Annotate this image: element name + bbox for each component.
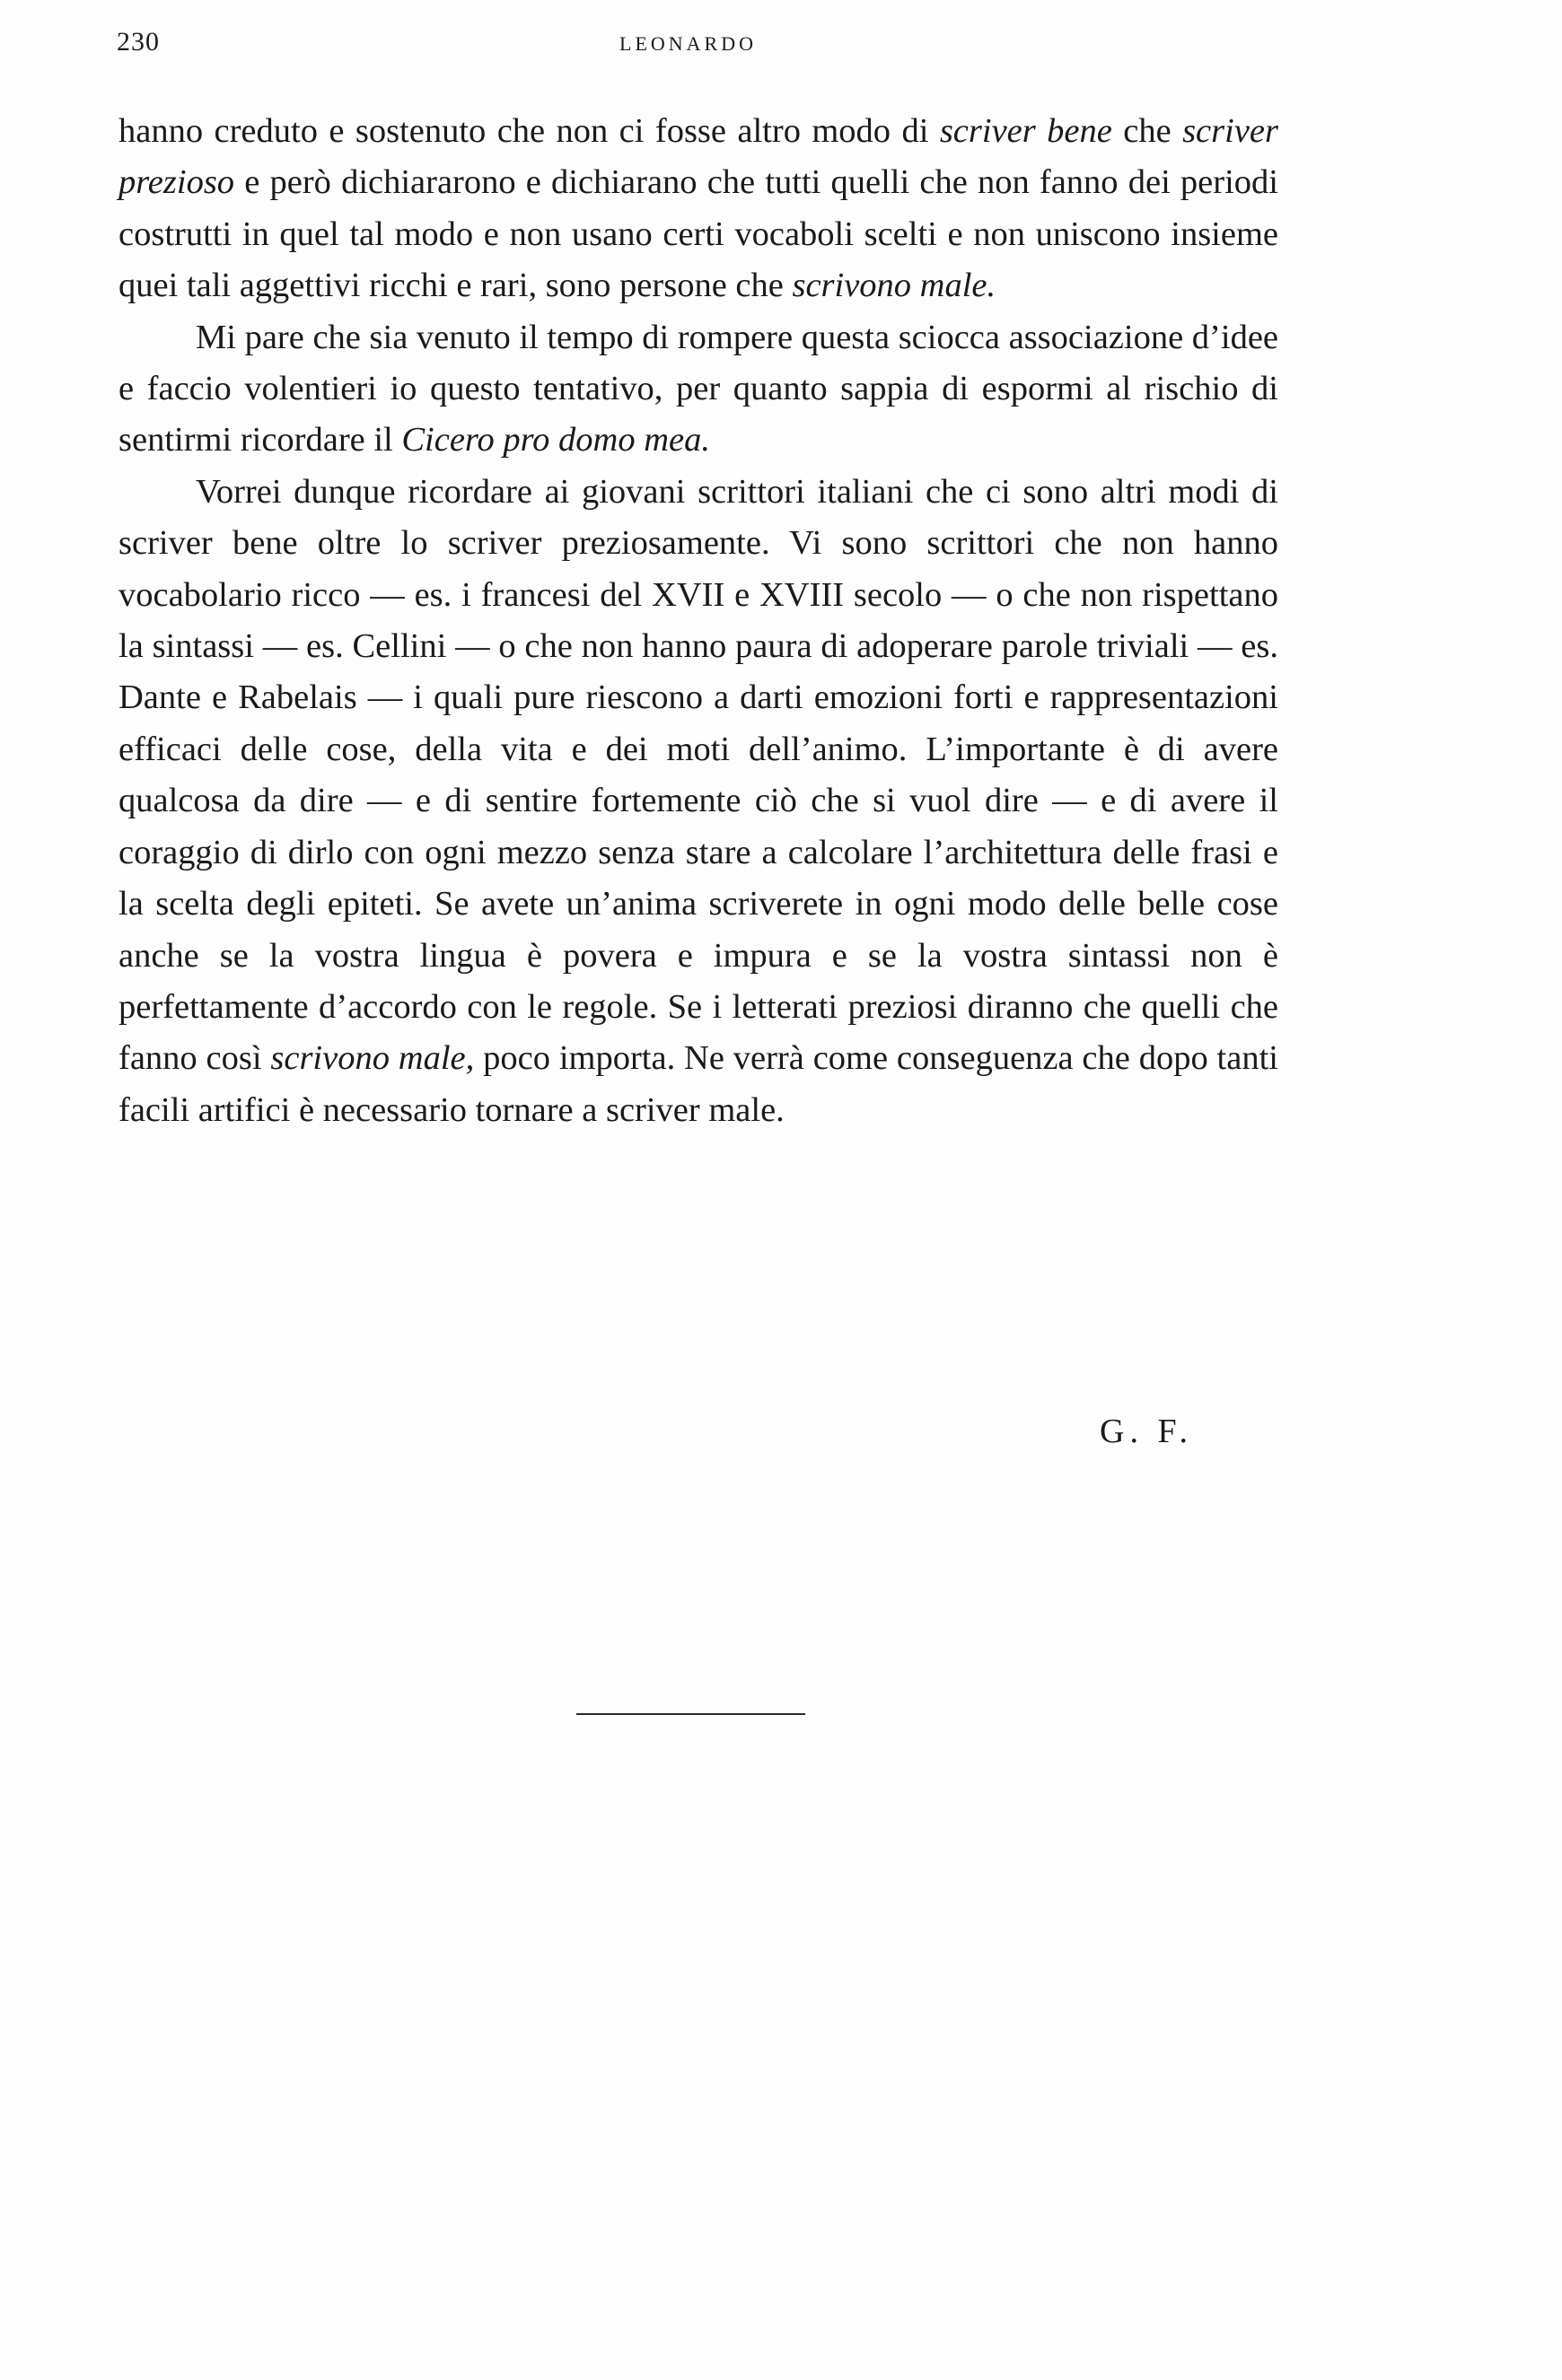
author-signature: G. F. <box>1100 1413 1194 1450</box>
text-run: hanno creduto e sostenuto che non ci fosse altro modo di <box>118 112 940 150</box>
text-run: Vorrei dunque ricordare ai giovani scrittori italiani che ci sono altri modi di scriver bene oltre lo scriver preziosamente. Vi sono scrittori che non hanno vocabolario ricco — es. i francesi del XVII e XVIII secolo — o che non rispettano la sintassi — es. Cellini — o che non hanno paura di adoperare parole triviali — es. Dante e Rabelais — i quali pure riescono a darti emozioni forti e rappresentazioni efficaci delle cose, della vita e dei moti dell’animo. L’importante è di avere qualcosa da dire — e di sentire fortemente ciò che si vuol dire — e di avere il coraggio di dirlo con ogni mezzo senza stare a calcolare l’architettura delle frasi e la scelta degli epiteti. Se avete un’anima scriverete in ogni modo delle belle cose anche se la vostra lingua è povera e impura e se la vostra sintassi non è perfettamente d’accordo con le regole. Se i letterati preziosi diranno che quelli che fanno così <box>118 472 1278 1078</box>
text-run: poco importa. Ne verrà come conseguenza che dopo tanti facili artifici è necessario tornare a scriver male. <box>118 1039 1278 1129</box>
italic-run: scrivono male, <box>270 1039 475 1078</box>
text-run: e però dichiararono e dichiarano che tutti quelli che non fanno dei periodi costrutti in quel tal modo e non usano certi vocaboli scelti e non uniscono insieme quei tali aggettivi ricchi e rari, sono persone che <box>118 163 1278 305</box>
italic-run: scriver prezioso <box>118 112 1278 202</box>
paragraph-2 <box>118 312 1278 467</box>
italic-run: scrivono male. <box>792 267 996 305</box>
running-title: LEONARDO <box>619 32 757 55</box>
italic-run: scriver bene <box>939 112 1112 150</box>
text-run: Mi pare che sia venuto il tempo di rompere questa sciocca associazione d’idee e faccio volentieri io questo tentativo, per quanto sappia di espormi al rischio di sentirmi ricordare il <box>118 318 1278 459</box>
text-run: che <box>1111 112 1183 150</box>
end-rule <box>576 1713 805 1715</box>
running-head <box>117 27 1284 72</box>
paragraph-3 <box>118 467 1278 1136</box>
italic-run: Cicero pro domo mea. <box>401 421 710 459</box>
page-number: 230 <box>117 27 160 57</box>
paragraph-1 <box>118 106 1278 312</box>
body-text <box>118 106 1278 1136</box>
